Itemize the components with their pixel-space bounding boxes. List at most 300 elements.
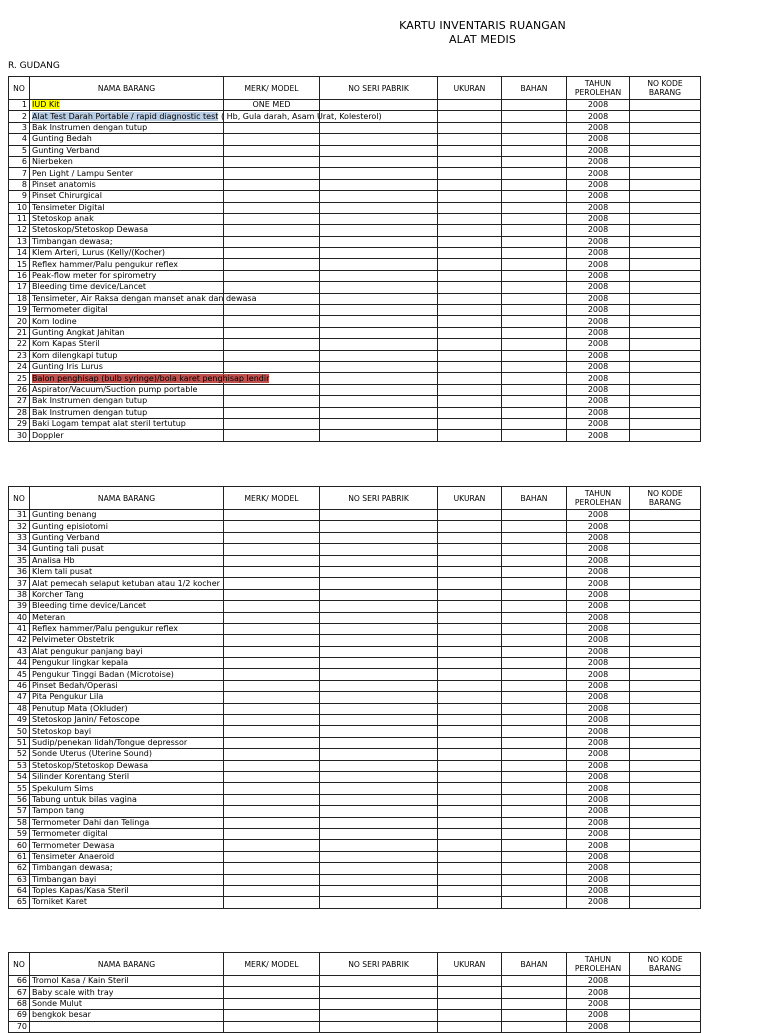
cell-ukuran (438, 715, 502, 726)
cell-no-seri (320, 863, 438, 874)
cell-ukuran (438, 270, 502, 281)
cell-ukuran (438, 760, 502, 771)
item-name: Kom dilengkapi tutup (32, 350, 118, 360)
cell-kode (630, 544, 701, 555)
cell-nama-barang (30, 225, 224, 236)
cell-nama-barang (30, 430, 224, 441)
cell-nama-barang (30, 680, 224, 691)
item-name: Gunting Verband (32, 145, 100, 155)
cell-kode (630, 840, 701, 851)
cell-ukuran (438, 885, 502, 896)
cell-no: 17 (9, 282, 30, 293)
cell-no: 57 (9, 806, 30, 817)
cell-bahan (502, 806, 567, 817)
item-name: Termometer Dahi dan Telinga (32, 817, 150, 827)
cell-kode (630, 623, 701, 634)
cell-no-seri (320, 987, 438, 998)
cell-kode (630, 828, 701, 839)
cell-bahan (502, 885, 567, 896)
cell-no: 53 (9, 760, 30, 771)
cell-merk-model (224, 532, 320, 543)
cell-bahan (502, 361, 567, 372)
cell-nama-barang (30, 612, 224, 623)
cell-no-seri (320, 248, 438, 259)
cell-tahun: 2008 (567, 236, 630, 247)
cell-tahun: 2008 (567, 998, 630, 1009)
cell-ukuran (438, 100, 502, 111)
cell-ukuran (438, 703, 502, 714)
cell-merk-model (224, 771, 320, 782)
table-row (9, 270, 701, 281)
cell-nama-barang (30, 373, 270, 384)
cell-ukuran (438, 578, 502, 589)
cell-nama-barang (30, 156, 224, 167)
cell-kode (630, 749, 701, 760)
cell-no-seri (320, 134, 438, 145)
cell-tahun: 2008 (567, 794, 630, 805)
cell-no: 67 (9, 987, 30, 998)
cell-nama-barang (30, 339, 224, 350)
cell-ukuran (438, 373, 502, 384)
cell-bahan (502, 646, 567, 657)
cell-tahun: 2008 (567, 874, 630, 885)
cell-merk-model (224, 828, 320, 839)
cell-ukuran (438, 145, 502, 156)
cell-merk-model (224, 976, 320, 987)
cell-tahun: 2008 (567, 658, 630, 669)
cell-bahan (502, 544, 567, 555)
table-row (9, 213, 701, 224)
cell-no: 52 (9, 749, 30, 760)
cell-tahun: 2008 (567, 100, 630, 111)
cell-ukuran (438, 305, 502, 316)
cell-kode (630, 373, 701, 384)
item-name: Doppler (32, 430, 64, 440)
cell-no-seri (320, 361, 438, 372)
cell-merk-model (224, 749, 320, 760)
table-row (9, 339, 701, 350)
cell-merk-model (224, 897, 320, 908)
cell-nama-barang (30, 521, 224, 532)
cell-no-seri (320, 976, 438, 987)
cell-merk-model (224, 726, 320, 737)
cell-tahun: 2008 (567, 1010, 630, 1021)
cell-bahan (502, 248, 567, 259)
cell-ukuran (438, 771, 502, 782)
table-row (9, 635, 701, 646)
header-merk-model: MERK/ MODEL (224, 487, 320, 510)
cell-ukuran (438, 1021, 502, 1032)
header-tahun: TAHUN PEROLEHAN (567, 953, 630, 976)
cell-tahun: 2008 (567, 840, 630, 851)
cell-kode (630, 658, 701, 669)
table-row (9, 350, 701, 361)
cell-ukuran (438, 589, 502, 600)
item-name: Gunting benang (32, 510, 97, 520)
cell-bahan (502, 817, 567, 828)
cell-merk-model (224, 555, 320, 566)
cell-tahun: 2008 (567, 669, 630, 680)
cell-nama-barang (30, 589, 224, 600)
cell-ukuran (438, 840, 502, 851)
cell-kode (630, 145, 701, 156)
item-name: Torniket Karet (32, 897, 87, 907)
cell-nama-barang (30, 987, 224, 998)
item-name: Tampon tang (32, 806, 85, 816)
item-name: Pengukur lingkar kepala (32, 658, 129, 668)
cell-bahan (502, 282, 567, 293)
cell-no-seri (320, 100, 438, 111)
cell-ukuran (438, 156, 502, 167)
cell-no-seri (320, 407, 438, 418)
table-row (9, 407, 701, 418)
cell-bahan (502, 578, 567, 589)
table-row (9, 726, 701, 737)
table-row (9, 749, 701, 760)
cell-tahun: 2008 (567, 327, 630, 338)
cell-no-seri (320, 998, 438, 1009)
table-row (9, 760, 701, 771)
cell-tahun: 2008 (567, 635, 630, 646)
cell-ukuran (438, 680, 502, 691)
cell-no-seri (320, 430, 438, 441)
cell-no-seri (320, 612, 438, 623)
cell-ukuran (438, 532, 502, 543)
header-nama-barang: NAMA BARANG (30, 77, 224, 100)
header-no-seri: NO SERI PABRIK (320, 77, 438, 100)
cell-no: 59 (9, 828, 30, 839)
table-row (9, 396, 701, 407)
cell-no: 12 (9, 225, 30, 236)
cell-no-seri (320, 179, 438, 190)
cell-kode (630, 293, 701, 304)
cell-nama-barang (30, 851, 224, 862)
cell-kode (630, 327, 701, 338)
item-name: Klem Arteri, Lurus (Kelly/(Kocher) (32, 248, 166, 258)
cell-tahun: 2008 (567, 156, 630, 167)
cell-no: 65 (9, 897, 30, 908)
cell-kode (630, 532, 701, 543)
table-row (9, 794, 701, 805)
cell-bahan (502, 100, 567, 111)
table-row (9, 156, 701, 167)
cell-merk-model (224, 623, 320, 634)
cell-nama-barang (30, 293, 257, 304)
cell-tahun: 2008 (567, 248, 630, 259)
item-name: Sudip/penekan lidah/Tongue depressor (32, 738, 188, 747)
cell-nama-barang (30, 623, 224, 634)
cell-ukuran (438, 851, 502, 862)
cell-no: 18 (9, 293, 30, 304)
table-row (9, 430, 701, 441)
cell-tahun: 2008 (567, 987, 630, 998)
cell-no-seri (320, 145, 438, 156)
cell-no: 51 (9, 737, 30, 748)
cell-no-seri (320, 874, 438, 885)
item-name: Tabung untuk bilas vagina (32, 794, 137, 804)
cell-tahun: 2008 (567, 806, 630, 817)
table-row (9, 828, 701, 839)
cell-nama-barang (30, 384, 224, 395)
cell-no-seri (320, 726, 438, 737)
item-name: Gunting episiotomi (32, 521, 108, 531)
cell-nama-barang (30, 863, 224, 874)
cell-no-seri (320, 828, 438, 839)
cell-bahan (502, 350, 567, 361)
cell-bahan (502, 726, 567, 737)
cell-merk-model (224, 703, 320, 714)
cell-no: 44 (9, 658, 30, 669)
cell-ukuran (438, 601, 502, 612)
cell-tahun: 2008 (567, 771, 630, 782)
cell-nama-barang (30, 749, 224, 760)
cell-kode (630, 248, 701, 259)
cell-ukuran (438, 737, 502, 748)
cell-merk-model (224, 168, 320, 179)
cell-no: 63 (9, 874, 30, 885)
cell-no-seri (320, 555, 438, 566)
cell-kode (630, 122, 701, 133)
cell-bahan (502, 589, 567, 600)
cell-tahun: 2008 (567, 715, 630, 726)
cell-no-seri (320, 601, 438, 612)
cell-bahan (502, 635, 567, 646)
cell-merk-model (224, 350, 320, 361)
table-row (9, 669, 701, 680)
cell-nama-barang (30, 897, 224, 908)
cell-tahun: 2008 (567, 897, 630, 908)
cell-nama-barang (30, 976, 224, 987)
cell-ukuran (438, 817, 502, 828)
cell-no-seri (320, 350, 438, 361)
cell-no: 8 (9, 179, 30, 190)
cell-merk-model (224, 646, 320, 657)
header-merk-model: MERK/ MODEL (224, 953, 320, 976)
cell-ukuran (438, 213, 502, 224)
cell-no: 55 (9, 783, 30, 794)
cell-kode (630, 1021, 701, 1032)
cell-bahan (502, 225, 567, 236)
table-row (9, 715, 701, 726)
cell-nama-barang (30, 510, 224, 521)
item-name: Termometer Dewasa (32, 840, 115, 850)
table-row (9, 555, 701, 566)
cell-merk-model (224, 715, 320, 726)
cell-no: 49 (9, 715, 30, 726)
cell-nama-barang (30, 737, 224, 748)
cell-ukuran (438, 726, 502, 737)
cell-no: 15 (9, 259, 30, 270)
item-name: Toples Kapas/Kasa Steril (32, 886, 129, 896)
cell-no: 10 (9, 202, 30, 213)
table-row (9, 202, 701, 213)
cell-no-seri (320, 270, 438, 281)
cell-ukuran (438, 874, 502, 885)
table-row (9, 612, 701, 623)
table-row (9, 510, 701, 521)
cell-nama-barang (30, 191, 224, 202)
cell-tahun: 2008 (567, 692, 630, 703)
cell-kode (630, 771, 701, 782)
cell-merk-model (224, 339, 320, 350)
cell-ukuran (438, 316, 502, 327)
cell-merk-model (224, 316, 320, 327)
cell-no-seri (320, 305, 438, 316)
cell-ukuran (438, 998, 502, 1009)
cell-ukuran (438, 430, 502, 441)
item-name: Kom Kapas Steril (32, 339, 100, 349)
item-name: Alat Test Darah Portable / rapid diagnostic test (32, 111, 219, 121)
cell-no: 56 (9, 794, 30, 805)
cell-merk-model (224, 407, 320, 418)
cell-bahan (502, 202, 567, 213)
cell-kode (630, 407, 701, 418)
cell-tahun: 2008 (567, 293, 630, 304)
cell-merk-model (224, 794, 320, 805)
cell-no: 2 (9, 111, 30, 122)
cell-no: 24 (9, 361, 30, 372)
cell-kode (630, 270, 701, 281)
cell-no-seri (320, 623, 438, 634)
cell-ukuran (438, 806, 502, 817)
cell-kode (630, 669, 701, 680)
cell-kode (630, 783, 701, 794)
table-row (9, 1021, 701, 1032)
item-name: Sonde Uterus (Uterine Sound) (32, 749, 152, 759)
cell-bahan (502, 749, 567, 760)
cell-bahan (502, 259, 567, 270)
table-row (9, 179, 701, 190)
cell-no-seri (320, 760, 438, 771)
header-ukuran: UKURAN (438, 487, 502, 510)
cell-ukuran (438, 510, 502, 521)
cell-merk-model (224, 817, 320, 828)
table-row (9, 987, 701, 998)
cell-kode (630, 601, 701, 612)
cell-tahun: 2008 (567, 578, 630, 589)
cell-no: 5 (9, 145, 30, 156)
cell-tahun: 2008 (567, 976, 630, 987)
cell-no: 70 (9, 1021, 30, 1032)
cell-no: 31 (9, 510, 30, 521)
cell-nama-barang (30, 817, 224, 828)
cell-kode (630, 521, 701, 532)
cell-merk-model (224, 384, 320, 395)
cell-no: 41 (9, 623, 30, 634)
cell-tahun: 2008 (567, 601, 630, 612)
cell-tahun: 2008 (567, 225, 630, 236)
cell-merk-model (224, 213, 320, 224)
cell-no: 1 (9, 100, 30, 111)
cell-nama-barang (30, 874, 224, 885)
cell-kode (630, 998, 701, 1009)
inventory-table-2 (8, 486, 701, 909)
cell-tahun: 2008 (567, 760, 630, 771)
item-name: Tromol Kasa / Kain Steril (32, 976, 129, 986)
cell-tahun: 2008 (567, 851, 630, 862)
cell-nama-barang (30, 282, 224, 293)
item-name: Pinset Chirurgical (32, 191, 102, 201)
cell-no: 11 (9, 213, 30, 224)
cell-ukuran (438, 168, 502, 179)
header-tahun: TAHUN PEROLEHAN (567, 77, 630, 100)
cell-tahun: 2008 (567, 373, 630, 384)
table-row (9, 305, 701, 316)
cell-tahun: 2008 (567, 566, 630, 577)
cell-merk-model (224, 544, 320, 555)
cell-nama-barang (30, 418, 224, 429)
cell-ukuran (438, 897, 502, 908)
cell-no-seri (320, 692, 438, 703)
cell-no: 27 (9, 396, 30, 407)
cell-tahun: 2008 (567, 361, 630, 372)
cell-bahan (502, 715, 567, 726)
table-row (9, 817, 701, 828)
cell-nama-barang (30, 578, 224, 589)
cell-kode (630, 863, 701, 874)
cell-ukuran (438, 976, 502, 987)
cell-nama-barang (30, 316, 224, 327)
table-row (9, 544, 701, 555)
cell-bahan (502, 270, 567, 281)
table-row (9, 737, 701, 748)
header-tahun: TAHUN PEROLEHAN (567, 487, 630, 510)
item-name: Stetoskop anak (32, 214, 94, 224)
cell-bahan (502, 794, 567, 805)
cell-ukuran (438, 555, 502, 566)
item-name: Tensimeter Digital (32, 202, 105, 212)
cell-no-seri (320, 806, 438, 817)
cell-nama-barang (30, 771, 224, 782)
item-name: Pengukur Tinggi Badan (Microtoise) (32, 669, 174, 679)
room-label: R. GUDANG (8, 61, 60, 71)
cell-bahan (502, 783, 567, 794)
cell-kode (630, 578, 701, 589)
cell-ukuran (438, 111, 502, 122)
cell-kode (630, 316, 701, 327)
cell-kode (630, 646, 701, 657)
cell-bahan (502, 305, 567, 316)
cell-bahan (502, 156, 567, 167)
cell-kode (630, 236, 701, 247)
cell-nama-barang (30, 692, 224, 703)
cell-bahan (502, 976, 567, 987)
cell-ukuran (438, 783, 502, 794)
cell-no-seri (320, 282, 438, 293)
cell-bahan (502, 828, 567, 839)
cell-ukuran (438, 179, 502, 190)
cell-ukuran (438, 623, 502, 634)
header-ukuran: UKURAN (438, 953, 502, 976)
item-name: Timbangan bayi (32, 874, 97, 884)
cell-tahun: 2008 (567, 555, 630, 566)
cell-kode (630, 589, 701, 600)
item-name: Sonde Mulut (32, 998, 82, 1008)
cell-bahan (502, 384, 567, 395)
cell-kode (630, 111, 701, 122)
cell-ukuran (438, 612, 502, 623)
cell-tahun: 2008 (567, 384, 630, 395)
table-row (9, 680, 701, 691)
cell-no: 61 (9, 851, 30, 862)
item-name: Bak Instrumen dengan tutup (32, 396, 148, 406)
cell-merk-model (224, 156, 320, 167)
cell-kode (630, 726, 701, 737)
cell-bahan (502, 703, 567, 714)
header-kode: NO KODE BARANG (630, 953, 701, 976)
cell-kode (630, 225, 701, 236)
table-row (9, 692, 701, 703)
